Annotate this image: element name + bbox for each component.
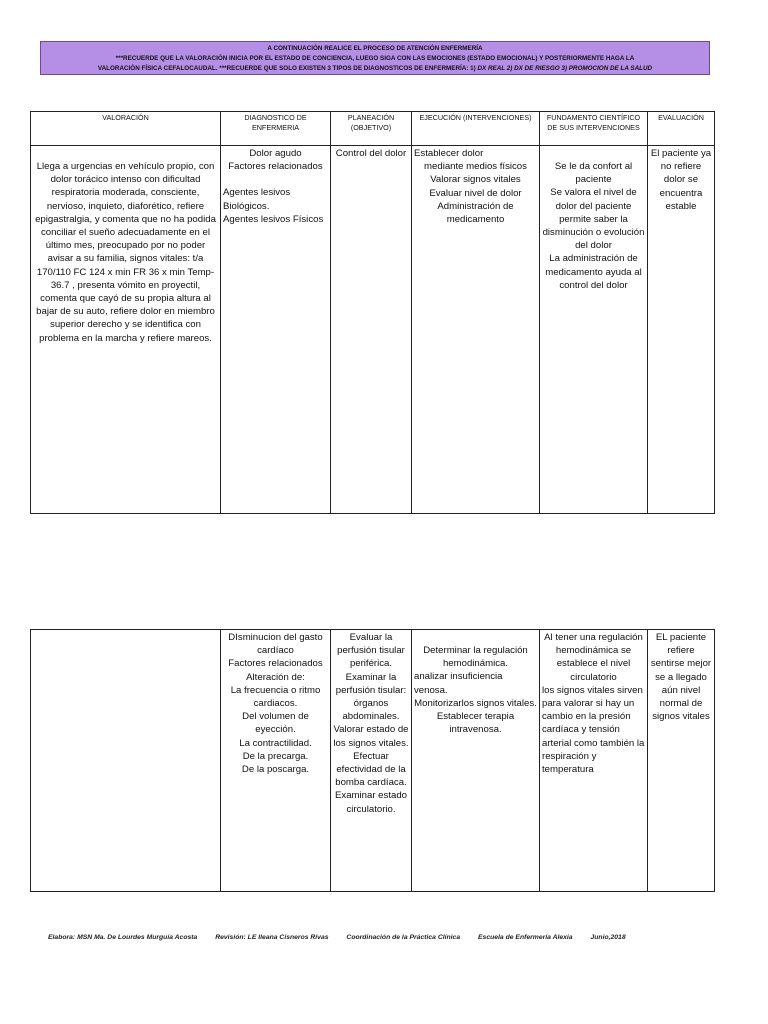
cell-planeacion: Evaluar la perfusión tisular periférica. Examinar la perfusión tisular: órganos abdominales. Valorar estado de los signos vitales. Efectuar efectividad de la bomba cardíaca. Examinar estado circulatorio.	[331, 630, 412, 892]
cell-ejecucion	[412, 630, 540, 892]
cell-planeacion: Control del dolor	[331, 146, 412, 514]
header-planeacion: PLANEACIÓN (OBJETIVO)	[331, 112, 412, 146]
table-row	[31, 146, 715, 514]
banner-line-3	[41, 64, 709, 74]
cell-valoracion: Llega a urgencias en vehículo propio, con dolor torácico intenso con dificultad respiratoria moderada, consciente, nervioso, inquieto, diaforético, refiere epigastralgia, y comenta que no ha podida conciliar el sueño adecuadamente en el último mes, preocupado por no poder avisar a su familia, signos vitales: t/a 170/110 FC 124 x min FR 36 x min Temp- 36.7 , presenta vómito en proyectil, comenta que cayó de su propia altura al bajar de su auto, refiere dolor en miembro superior derecho y se identifica con problema en la marcha y refiere mareos.	[31, 146, 221, 514]
banner-line-3-text: VALORACIÓN FÍSICA CEFALOCAUDAL. ***RECUERDE QUE SOLO EXISTEN 3 TIPOS DE DIAGNOSTICOS DE ENFERMERÍA: 1)	[97, 65, 478, 72]
ejecucion-regulacion: Determinar la regulación hemodinámica.	[423, 645, 528, 670]
footer-revision: Revisión: LE Ileana Cisneros Rivas	[215, 934, 329, 941]
ejecucion-first: Establecer dolor	[414, 148, 484, 159]
fundamento-signos: los signos vitales sirven para valorar si hay un cambio en la presión cardíaca y tensión arterial como también la respiración y temperatura	[542, 684, 645, 776]
footer-elabora: Elabora: MSN Ma. De Lourdes Murguía Acosta	[48, 934, 198, 941]
header-valoracion: VALORACIÓN	[31, 112, 221, 146]
ejecucion-rest: mediante medios físicos Valorar signos vitales Evaluar nivel de dolor Administración de medicamento	[424, 161, 527, 226]
cell-valoracion	[31, 630, 221, 892]
care-plan-table-2	[30, 629, 715, 892]
cell-diagnostico	[221, 146, 331, 514]
cell-diagnostico: DIsminucion del gasto cardíaco Factores relacionados Alteración de: La frecuencia o ritmo cardiacos. Del volumen de eyección. La contractilidad. De la precarga. De la poscarga.	[221, 630, 331, 892]
footer-fecha: Junio,2018	[590, 934, 626, 941]
cell-ejecucion	[412, 146, 540, 514]
instructions-banner	[40, 41, 710, 75]
header-row	[31, 112, 715, 146]
banner-line-1: A CONTINUACIÓN REALICE EL PROCESO DE ATENCIÓN ENFERMERÍA	[267, 45, 483, 52]
ejecucion-signos: Monitorizarlos signos vitales. Establecer terapia intravenosa.	[414, 697, 537, 736]
diagnostico-title: Dolor agudo Factores relacionados	[228, 148, 323, 173]
banner-line-2: ***RECUERDE QUE LA VALORACIÓN INICIA POR EL ESTADO DE CONCIENCIA, LUEGO SIGA CON LAS EMOCIONES (ESTADO EMOCIONAL) Y POSTERIORMENTE HAGA LA	[115, 55, 635, 62]
footer-escuela: Escuela de Enfermería Alexia	[478, 934, 573, 941]
header-fundamento: FUNDAMENTO CIENTÍFICO DE SUS INTERVENCIONES	[540, 112, 648, 146]
ejecucion-venosa: analizar insuficiencia venosa.	[414, 671, 503, 696]
footer	[48, 934, 642, 941]
header-ejecucion: EJECUCIÓN (INTERVENCIONES)	[412, 112, 540, 146]
care-plan-table-1	[30, 111, 715, 514]
cell-evaluacion: EL paciente refiere sentirse mejor se a llegado aún nivel normal de signos vitales	[648, 630, 715, 892]
header-evaluacion: EVALUACIÓN	[648, 112, 715, 146]
cell-fundamento	[540, 630, 648, 892]
cell-fundamento: Se le da confort al paciente Se valora el nivel de dolor del paciente permite saber la disminución o evolución del dolor La administración de medicamento ayuda al control del dolor	[540, 146, 648, 514]
header-diagnostico: DIAGNOSTICO DE ENFERMERIA	[221, 112, 331, 146]
diagnostico-factors: Agentes lesivos Biológicos. Agentes lesivos Físicos	[223, 187, 324, 225]
footer-coordinacion: Coordinación de la Práctica Clínica	[346, 934, 461, 941]
cell-evaluacion: El paciente ya no refiere dolor se encuentra estable	[648, 146, 715, 514]
diagnosis-types: DX REAL 2) DX DE RIESGO 3) PROMOCION DE LA SALUD	[477, 65, 653, 72]
table-row	[31, 630, 715, 892]
fundamento-regulacion: Al tener una regulación hemodinámica se establece el nivel circulatorio	[544, 632, 643, 683]
